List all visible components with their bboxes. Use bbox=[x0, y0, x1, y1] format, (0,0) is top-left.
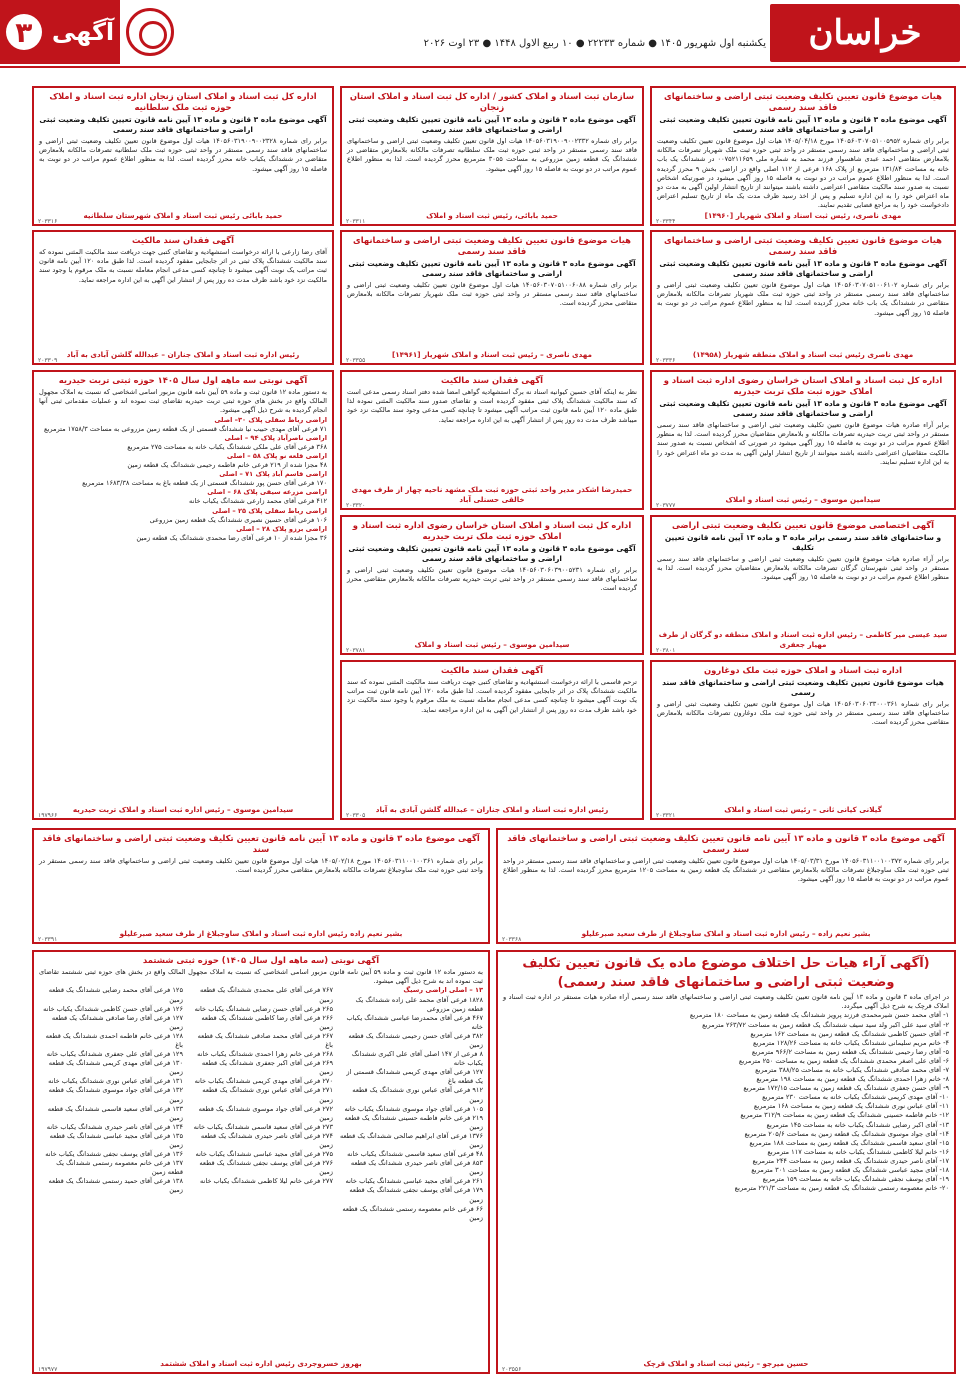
list-item: ۱۳۷۶ فرعی آقای ابراهیم صالحی ششدانگ یک قطعه زمین bbox=[339, 1131, 483, 1149]
ad-body: برابر رای شماره ۱۴۰۵۶۰۳۰۶۰۳۳۰۰۰۳۶۱ هیات اول موضوع قانون تعیین تکلیف وضعیت ثبتی اراضی و ساختمانهای فاقد سند رسمی مستقر در واحد ثبتی حوزه ثبت ملک دوغارون تصرفات مالکانه بلامعارض متقاضی محرز گردیده است. bbox=[657, 700, 949, 727]
ad-block bbox=[340, 370, 644, 510]
list-item: ۲۶۹ فرعی آقای اکبر جعفری ششدانگ یک قطعه زمین bbox=[201, 1059, 333, 1077]
list-item: ۴۱۲ فرعی آقای محمد زارعی ششدانگ یکباب خانه bbox=[189, 497, 327, 506]
ad-body: آقای رضا زارعی با ارائه درخواست استشهادیه و تقاضای کتبی جهت دریافت سند مالکیت المثنی نموده که سند مالکیت ششدانگ پلاک ثبتی در اثر جابجایی مفقود گردیده است. لذا طبق ماده ۱۲۰ آیین نامه قانون ثبت مراتب یک نوبت آگهی میشود تا چنانچه کسی مدعی انجام معامله نسبت به ملک مرقوم یا وجود سند مالکیت نزد خود باشد ظرف مدت ده روز پس از انتشار این آگهی به این اداره مراجعه نماید. bbox=[39, 248, 327, 284]
ad-title: آگهی موضوع ماده ۳ قانون و ماده ۱۳ آیین نامه قانون تعیین تکلیف وضعیت ثبتی اراضی و ساختمانهای فاقد سند bbox=[42, 833, 480, 854]
list-item: ۲۶۷ فرعی آقای محمد صادقی ششدانگ یک قطعه باغ bbox=[197, 1031, 333, 1049]
ad-block bbox=[650, 86, 956, 226]
ad-title: هیات موضوع قانون تعیین تکلیف وضعیت ثبتی اراضی و ساختمانهای فاقد سند رسمی bbox=[664, 235, 942, 256]
ad-code: ۲۰۳۳۳۶ bbox=[656, 357, 676, 364]
list-item: اراضی برزو پلاک ۲۸ – اصلی bbox=[236, 524, 327, 533]
ad-subtitle: آگهی موضوع ماده ۳ قانون و ماده ۱۳ آیین نامه قانون تعیین تکلیف وضعیت ثبتی اراضی و ساختمانهای فاقد سند رسمی bbox=[659, 115, 947, 134]
list-item: ۱۲۷ فرعی آقای مهدی کریمی ششدانگ قسمتی از یک قطعه باغ bbox=[346, 1068, 483, 1086]
list-item: ۲۷۲ فرعی آقای جواد موسوی ششدانگ یک قطعه زمین bbox=[198, 1104, 333, 1122]
ad-code: ۱۹۷۹۷۷ bbox=[38, 1366, 58, 1373]
list-item: ۱۵- آقای سعید قاسمی ششدانگ یک قطعه زمین به مساحت ۱۸۸ مترمربع bbox=[749, 1138, 949, 1147]
list-item: ۱۷۰ فرعی آقای حسن پور ششدانگ قسمتی از یک قطعه باغ به مساحت ۱۶۸۳/۳۸ مترمربع bbox=[82, 479, 327, 488]
emblem-icon bbox=[126, 8, 174, 56]
ad-body: برابر آراء صادره هیات موضوع قانون تعیین تکلیف وضعیت ثبتی اراضی و ساختمانهای فاقد سند رسمی مستقر در واحد ثبتی تربت حیدریه تصرفات مالکانه و بلامعارض متقاضیان محرز گردیده است. لذا به منظور اطلاع عموم مراتب در دو نوبت به فاصله ۱۵ روز آگهی میشود در صورتی که اشخاص نسبت به صدور سند مالکیت متقاضیان اعتراضی داشته باشند میتوانند از تاریخ انتشار اولین آگهی به مدت دو ماه اعتراض خود را به این اداره تسلیم نمایند. bbox=[657, 421, 949, 466]
list-item: ۱۰۶ فرعی آقای حسین نصیری ششدانگ یک قطعه زمین مزروعی bbox=[149, 515, 327, 524]
ad-code: ۲۰۳۸۰۱ bbox=[656, 647, 676, 654]
ad-signature: بشیر نعیم زاده – رئیس اداره ثبت اسناد و املاک ساوجبلاغ از طرف سعید صبرعلیلو bbox=[581, 929, 871, 938]
list-item: ۱۳۲ فرعی آقای جواد موسوی ششدانگ یک قطعه زمین bbox=[48, 1086, 183, 1104]
ad-code: ۱۹۷۹۶۶ bbox=[38, 812, 58, 819]
list-item: ۲۷۳ فرعی آقای سعید قاسمی ششدانگ یکباب خانه bbox=[193, 1122, 333, 1131]
list-item: ۱۸- آقای مجید عباسی ششدانگ یک قطعه زمین به مساحت ۳۰۱ مترمربع bbox=[751, 1166, 949, 1174]
list-item: ۱۹- آقای یوسف نجفی ششدانگ یکباب خانه به مساحت ۱۵۹ مترمربع bbox=[762, 1175, 949, 1184]
list-item: ۱۳۷ فرعی خانم معصومه رستمی ششدانگ یک قطعه زمین bbox=[56, 1159, 183, 1177]
ad-signature: بهروز خسروجردی رئیس اداره ثبت اسناد و املاک ششتمد bbox=[160, 1359, 362, 1368]
newspaper-logo bbox=[770, 4, 960, 62]
ad-code: ۲۰۳۳۲۰ bbox=[346, 502, 366, 509]
ad-body: به دستور ماده ۱۲ قانون ثبت و ماده ۵۹ آیین نامه قانون مزبور اسامی اشخاصی که نسبت به املاک مجهول المالک واقع در بخش های حوزه ثبتی ششتمد تقاضای ثبت نموده اند به شرح ذیل آگهی میشود. bbox=[39, 968, 483, 986]
ad-block bbox=[32, 828, 490, 944]
list-item: ۲۰- خانم معصومه رستمی ششدانگ یک قطعه زمین به مساحت ۲۲۱/۳ مترمربع bbox=[734, 1184, 949, 1193]
list-item: ۱۲- خانم فاطمه حسینی ششدانگ یک قطعه زمین به مساحت ۳۱۲/۹ مترمربع bbox=[740, 1111, 949, 1120]
logo-text: خراسان bbox=[808, 13, 922, 53]
list-item: ۲۶۸ فرعی خانم زهرا احمدی ششدانگ یکباب خانه bbox=[197, 1050, 333, 1059]
ad-title: آگهی فقدان سند مالکیت bbox=[441, 665, 543, 675]
ad-title: هیات موضوع قانون تعیین تکلیف وضعیت ثبتی اراضی و ساختمانهای فاقد سند رسمی bbox=[664, 91, 942, 112]
list-item: ۸- خانم زهرا احمدی ششدانگ یک قطعه زمین به مساحت ۱۹۸ مترمربع bbox=[756, 1075, 949, 1084]
ad-signature: رئیس اداره ثبت اسناد و املاک جناران – عبدالله گلشن آبادی به آباد bbox=[375, 805, 609, 814]
list-item: ۱۳۰ فرعی آقای مهدی کریمی ششدانگ یک قطعه زمین bbox=[48, 1059, 183, 1077]
ad-signature: مهدی ناصری، رئیس ثبت اسناد و املاک شهریار [۱۴۹۶۰] bbox=[704, 211, 902, 220]
list-item: اراضی رباط سفلی پلاک ۳۰– اصلی bbox=[214, 415, 327, 424]
ad-signature: حمیدرضا اشکذر مدیر واحد ثبتی حوزه ثبت ملک مشهد ناحیه چهار از طرف مهدی خالقی حسنلی آباد bbox=[351, 485, 633, 504]
ad-signature: حسین میرجو – رئیس ثبت اسناد و املاک قرچک bbox=[643, 1359, 809, 1368]
ad-title: اداره کل ثبت اسناد و املاک استان زنجان اداره ثبت اسناد و املاک حوزه ثبت ملک سلطانیه bbox=[49, 91, 317, 112]
ad-signature: مهدی ناصری – رئیس ثبت اسناد و املاک شهریار [۱۴۹۶۱] bbox=[391, 350, 592, 359]
list-item: اراضی رباط سفلی پلاک ۲۵ – اصلی bbox=[212, 506, 327, 515]
list-item: ۴۸ مجزا شده از ۲۱۹ فرعی خانم فاطمه رحیمی ششدانگ یک قطعه زمین bbox=[127, 461, 327, 470]
ad-subtitle: هیات موضوع قانون تعیین تکلیف وضعیت ثبتی اراضی و ساختمانهای فاقد سند رسمی bbox=[662, 678, 944, 697]
ad-title: آگهی نوبتی سه ماهه اول سال ۱۴۰۵ حوزه ثبتی تربت حیدریه bbox=[58, 375, 308, 385]
ad-title: سازمان ثبت اسناد و املاک کشور / اداره کل ثبت اسناد و املاک استان زنجان bbox=[349, 91, 635, 112]
ad-code: ۲۰۳۳۶۸ bbox=[502, 936, 522, 943]
list-item: ۱۰- آقای مهدی کریمی ششدانگ یکباب خانه به مساحت ۲۳۰ مترمربع bbox=[762, 1093, 949, 1102]
list-item: ۲۷۴ فرعی آقای ناصر حیدری ششدانگ یک قطعه زمین bbox=[200, 1131, 333, 1149]
verdict-list bbox=[503, 1011, 949, 1193]
ad-title: آگهی فقدان سند مالکیت bbox=[132, 235, 234, 245]
ad-code: ۲۰۳۳۵۵ bbox=[346, 357, 366, 364]
list-item: ۱۶- خانم لیلا کاظمی ششدانگ یکباب خانه به مساحت ۱۱۷ مترمربع bbox=[767, 1147, 949, 1156]
ad-body: برابر رای شماره ۱۴۰۵۶۰۳۱۱۰۰۱۰۰۳۶۱ مورخ ۱۴۰۵/۰۲/۱۸ هیات اول موضوع قانون تعیین تکلیف وضعیت ثبتی اراضی و ساختمانهای فاقد سند رسمی مستقر در واحد ثبتی حوزه ثبت ملک ساوجبلاغ تصرفات مالکانه بلامعارض متقاضی محرز گردیده است. bbox=[39, 857, 484, 875]
list-item: اراضی قاسم آباد پلاک ۷۱ – اصلی bbox=[219, 470, 327, 479]
ad-code: ۲۰۳۳۴۴ bbox=[656, 218, 676, 225]
ad-block bbox=[32, 86, 334, 226]
ad-block bbox=[496, 950, 956, 1374]
ad-body: برابر رای شماره ۱۴۰۵۶۰۳۰۶۰۳۹۰۰۵۲۳۱ هیات موضوع قانون تعیین تکلیف وضعیت ثبتی اراضی و ساختمانهای فاقد سند رسمی مستقر در واحد ثبتی تربت حیدریه تصرفات مالکانه بلامعارض متقاضی محرز گردیده است. bbox=[347, 566, 637, 593]
ad-block bbox=[496, 828, 956, 944]
ad-signature: سید عیسی میر کاظمی – رئیس اداره ثبت اسناد و املاک منطقه دو گرگان از طرف مهیار جعفری bbox=[658, 630, 948, 649]
ad-code: ۲۰۳۳۱۱ bbox=[346, 218, 366, 225]
ad-subtitle: آگهی موضوع ماده ۳ قانون و ماده ۱۳ آیین نامه قانون تعیین تکلیف وضعیت ثبتی اراضی و ساختمانهای فاقد سند رسمی bbox=[348, 259, 636, 278]
page-number: ۳ bbox=[6, 14, 42, 50]
ad-title: (آگهی آراء هیات حل اختلاف موضوع ماده یک قانون تعیین تکلیف bbox=[522, 956, 930, 971]
list-item: اراضی قلعه نو پلاک ۵۸ – اصلی bbox=[226, 451, 327, 460]
registry-column bbox=[339, 986, 483, 1222]
ad-title: آگهی اختصاصی موضوع قانون تعیین تکلیف وضعیت ثبتی اراضی bbox=[672, 520, 934, 530]
list-item: ۱۳۱ فرعی آقای عباس نوری ششدانگ یکباب خانه bbox=[48, 1077, 183, 1086]
list-item: ۳۸۲ فرعی آقای حسن رحیمی ششدانگ یک قطعه زمین bbox=[348, 1031, 483, 1049]
ad-title: آگهی موضوع ماده ۳ قانون و ماده ۱۳ آیین نامه قانون تعیین تکلیف وضعیت ثبتی اراضی و ساختمانهای فاقد سند رسمی bbox=[507, 833, 945, 854]
ad-signature: سیدامین موسوی – رئیس ثبت اسناد و املاک bbox=[725, 495, 881, 504]
ad-subtitle: آگهی موضوع ماده ۳ قانون و ماده ۱۳ آیین نامه قانون تعیین تکلیف وضعیت ثبتی اراضی و ساختمانهای فاقد سند رسمی bbox=[348, 115, 636, 134]
list-item: ۱۳- آقای اکبر رضایی ششدانگ یکباب خانه به مساحت ۱۴۵ مترمربع bbox=[766, 1120, 949, 1129]
ad-body: برابر رای شماره ۱۴۰۵۶۰۳۱۹۰۰۹۰۰۲۳۳۲ هیات اول قانون تعیین تکلیف وضعیت ثبتی اراضی و ساختمانهای فاقد سند رسمی مستقر در واحد ثبتی حوزه ثبت ملک سلطانیه تصرفات مالکانه بلامعارض متقاضی در ششدانگ یک قطعه زمین مزروعی به مساحت ۳۰۵۵ مترمربع محرز گردیده است. لذا به منظور اطلاع عموم مراتب در دو نوبت به فاصله ۱۵ روز آگهی میشود. bbox=[347, 137, 638, 173]
list-item: ۱۷- آقای ناصر حیدری ششدانگ یک قطعه زمین به مساحت ۲۴۴ مترمربع bbox=[752, 1156, 949, 1165]
ad-block bbox=[32, 370, 334, 820]
ad-subtitle: آگهی موضوع ماده ۳ قانون و ماده ۱۳ آیین نامه قانون تعیین تکلیف وضعیت ثبتی اراضی و ساختمانهای فاقد سند رسمی bbox=[39, 115, 327, 134]
ad-block bbox=[340, 660, 644, 820]
ad-code: ۲۰۳۵۵۶ bbox=[502, 1366, 522, 1373]
list-item: ۲۶۶ فرعی آقای رضا کاظمی ششدانگ یک قطعه زمین bbox=[201, 1013, 333, 1031]
ad-title: آگهی نوبتی (سه ماهه اول سال ۱۴۰۵) حوزه ثبتی ششتمد bbox=[142, 955, 380, 965]
list-item: ۵- آقای رضا رحیمی ششدانگ یک قطعه زمین به مساحت ۹۶۶/۲ مترمربع bbox=[751, 1047, 949, 1056]
list-item: ۱۲۵ فرعی آقای محمد رضایی ششدانگ یک قطعه زمین bbox=[48, 986, 183, 1004]
ad-code: ۲۰۳۳۰۵ bbox=[346, 812, 366, 819]
registry-columns bbox=[39, 986, 483, 1222]
list-item: ۱۳۸ فرعی آقای حمید رستمی ششدانگ یک قطعه زمین bbox=[48, 1177, 183, 1195]
ad-title: اداره کل ثبت اسناد و املاک استان خراسان رضوی اداره ثبت اسناد و املاک حوزه ثبت ملک تربت حیدریه bbox=[352, 520, 632, 541]
ad-code: ۲۰۳۳۰۹ bbox=[38, 357, 58, 364]
list-item: ۱- آقای محمد حسن شیرمحمدی فرزند پرویز ششدانگ یک قطعه زمین به مساحت ۱۸۰ مترمربع bbox=[689, 1011, 949, 1020]
list-item: ۱۳۵ فرعی آقای مجید عباسی ششدانگ یک قطعه زمین bbox=[49, 1131, 183, 1149]
ad-title: اداره ثبت اسناد و املاک حوزه ثبت ملک دوغارون bbox=[704, 665, 902, 675]
list-item: ۱۴- آقای جواد موسوی ششدانگ یک قطعه زمین به مساحت ۲۰۵/۶ مترمربع bbox=[744, 1129, 949, 1138]
ad-code: ۲۰۳۳۲۱ bbox=[656, 812, 676, 819]
ad-signature: بشیر نعیم زاده رئیس اداره ثبت اسناد و املاک ساوجبلاغ از طرف سعید صبرعلیلو bbox=[119, 929, 403, 938]
list-item: ۱۲۸ فرعی خانم فاطمه احمدی ششدانگ یک قطعه باغ bbox=[45, 1031, 183, 1049]
list-item: ۱۳۴ فرعی آقای ناصر حیدری ششدانگ یکباب خانه bbox=[46, 1122, 183, 1131]
list-item: ۳- آقای حسین کاظمی ششدانگ یک قطعه زمین به مساحت ۱۶۲ مترمربع bbox=[750, 1029, 949, 1038]
list-item: ۲۶۵ فرعی آقای حسن رضایی ششدانگ یکباب خانه bbox=[194, 1004, 333, 1013]
ad-block bbox=[650, 230, 956, 365]
ad-signature: مهدی ناصری رئیس ثبت اسناد و املاک منطقه شهریار (۱۴۹۵۸) bbox=[692, 350, 914, 359]
ad-subtitle: وضعیت ثبتی اراضی و ساختمانهای فاقد سند رسمی) bbox=[557, 975, 895, 990]
ad-code: ۲۰۳۷۸۱ bbox=[346, 647, 366, 654]
ad-body: در اجرای ماده ۳ قانون و ماده ۱۳ آیین نامه قانون تعیین تکلیف وضعیت ثبتی اراضی و ساختمانهای فاقد سند رسمی آراء صادره هیات مستقر در اداره ثبت اسناد و املاک قرچک به شرح ذیل آگهی میگردد. bbox=[503, 993, 950, 1011]
list-item: ۳۶۸ فرعی آقای علی ملکی ششدانگ یکباب خانه به مساحت ۲۷۵ مترمربع bbox=[127, 442, 327, 451]
ad-code: ۲۰۳۳۹۱ bbox=[38, 936, 58, 943]
ad-title: اداره کل ثبت اسناد و املاک استان خراسان رضوی اداره ثبت اسناد و املاک حوزه ثبت ملک تربت حیدریه bbox=[663, 375, 943, 396]
ad-code: ۲۰۳۳۱۶ bbox=[38, 218, 58, 225]
ad-signature: رئیس اداره ثبت اسناد و املاک جناران – عبدالله گلشن آبادی به آباد bbox=[66, 350, 300, 359]
list-item: ۱۳۳ فرعی آقای سعید قاسمی ششدانگ یک قطعه زمین bbox=[47, 1104, 183, 1122]
section-tab bbox=[0, 0, 120, 64]
ad-signature: حمید بابائی، رئیس ثبت اسناد و املاک bbox=[426, 211, 558, 220]
ad-body: برابر رای شماره ۱۴۰۵۶۰۳۰۷۰۵۱۰۰۶۱۰۲ هیات اول موضوع قانون تعیین تکلیف وضعیت ثبتی اراضی و ساختمانهای فاقد سند رسمی مستقر در واحد ثبتی حوزه ثبت ملک شهریار تصرفات مالکانه بلامعارض متقاضی در ششدانگ یک باب خانه محرز گردیده است. لذا به منظور اطلاع عموم مراتب در دو نوبت به فاصله ۱۵ روز آگهی میشود. bbox=[657, 281, 949, 317]
ad-signature: گیلانی کیانی ثانی – رئیس ثبت اسناد و املاک bbox=[724, 805, 882, 814]
list-item: ۴۶۷ فرعی آقای محمدرضا عباسی ششدانگ یکباب خانه bbox=[346, 1013, 483, 1031]
dateline: یکشنبه اول شهریور ۱۴۰۵ ● شماره ۲۲۲۳۳ ● ۱۰ ربیع الاول ۱۴۴۸ ● ۲۳ اوت ۲۰۲۶ bbox=[423, 38, 766, 49]
list-item: ۴۸ فرعی آقای سعید قاسمی ششدانگ یکباب خانه bbox=[347, 1150, 483, 1159]
ad-body: برابر رای شماره ۱۴۰۵۶۰۳۱۱۰۰۱۰۰۳۷۲ مورخ ۱۴۰۵/۰۳/۳۱ هیات اول موضوع قانون تعیین تکلیف وضعیت ثبتی اراضی و ساختمانهای فاقد سند رسمی مستقر در واحد ثبتی حوزه ثبت ملک ساوجبلاغ تصرفات مالکانه بلامعارض متقاضی در ششدانگ یک قطعه زمین به مساحت ۱۲۰۵ مترمربع محرز گردیده است. لذا به منظور اطلاع عموم مراتب در دو نوبت به فاصله ۱۵ روز آگهی میشود. bbox=[503, 857, 950, 884]
ad-signature: سیدامین موسوی – رئیس ثبت اسناد و املاک bbox=[414, 640, 570, 649]
masthead bbox=[0, 0, 966, 68]
registry-column bbox=[39, 986, 183, 1222]
list-item: ۹- آقای حسن جعفری ششدانگ یک قطعه زمین به مساحت ۱۷۲/۱۵ مترمربع bbox=[743, 1084, 949, 1093]
ad-signature: سیدامین موسوی – رئیس اداره ثبت اسناد و املاک تربت حیدریه bbox=[72, 805, 294, 814]
ad-body: برابر رای شماره ۱۴۰۵۶۰۳۰۷۰۵۱۰۰۶۰۸۸ هیات اول موضوع قانون تعیین تکلیف وضعیت ثبتی اراضی و ساختمانهای فاقد سند رسمی مستقر در واحد ثبتی حوزه ثبت ملک شهریار تصرفات مالکانه بلامعارض متقاضی محرز گردیده است. bbox=[347, 281, 637, 308]
registry-list bbox=[39, 416, 327, 543]
ad-code: ۲۰۳۷۷۷ bbox=[656, 502, 676, 509]
list-item: ۴- خانم مریم سلیمانی ششدانگ یکباب خانه به مساحت ۱۲۸/۲۶ مترمربع bbox=[753, 1038, 949, 1047]
list-item: ۱۳ – اصلی اراضی رسیگ bbox=[403, 986, 483, 995]
list-item: ۱۳۶ فرعی آقای یوسف نجفی ششدانگ یکباب خانه bbox=[45, 1150, 183, 1159]
ad-block bbox=[340, 86, 644, 226]
list-item: ۲۷۱ فرعی آقای عباس نوری ششدانگ یک قطعه زمین bbox=[202, 1086, 333, 1104]
section-label: آگهی bbox=[51, 18, 115, 46]
ad-body: به دستور ماده ۱۲ قانون ثبت و ماده ۵۹ آیین نامه قانون مزبور اسامی اشخاصی که نسبت به املاک مجهول المالک واقع در بخش های حوزه ثبتی تربت حیدریه تقاضای ثبت نموده اند و عملیات مقدماتی ثبتی آنها انجام گردیده به شرح ذیل آگهی میشود. bbox=[39, 388, 328, 415]
list-item: ۷- آقای محمد صادقی ششدانگ یکباب خانه به مساحت ۳۸۸/۲۵ مترمربع bbox=[755, 1065, 949, 1074]
list-item: ۲۷۷ فرعی خانم لیلا کاظمی ششدانگ یکباب خانه bbox=[199, 1177, 333, 1186]
list-item: اراضی مزرعه سیفی پلاک ۶۸ – اصلی bbox=[207, 488, 327, 497]
ad-body: برابر آراء صادره هیات موضوع قانون تعیین تکلیف وضعیت ثبتی اراضی و ساختمانهای فاقد سند رسمی مستقر در واحد ثبتی شهرستان گرگان تصرفات مالکانه بلامعارض متقاضیان محرز گردیده است. لذا به منظور اطلاع عموم مراتب در دو نوبت به فاصله ۱۵ روز آگهی میشود. bbox=[657, 555, 949, 582]
ad-block bbox=[650, 515, 956, 655]
list-item: ۷۶۷ فرعی آقای علی محمدی ششدانگ یک قطعه زمین bbox=[200, 986, 333, 1004]
ad-subtitle: آگهی موضوع ماده ۳ قانون و ماده ۱۳ آیین نامه قانون تعیین تکلیف وضعیت ثبتی اراضی و ساختمانهای فاقد سند رسمی bbox=[348, 544, 636, 563]
ad-block bbox=[650, 370, 956, 510]
list-item: ۶- آقای علی اصغر محمدی ششدانگ یک قطعه زمین به مساحت ۲۵۰ مترمربع bbox=[738, 1056, 949, 1065]
list-item: ۹۱۲ فرعی آقای عباس نوری ششدانگ یک قطعه زمین bbox=[352, 1086, 483, 1104]
list-item: اراضی ناصرآباد پلاک ۹۴ – اصلی bbox=[224, 433, 327, 442]
list-item: ۱۷۹ فرعی آقای یوسف نجفی ششدانگ یک قطعه زمین bbox=[349, 1186, 483, 1204]
list-item: ۸۵۳ فرعی آقای ناصر حیدری ششدانگ یک قطعه زمین bbox=[350, 1159, 483, 1177]
ad-subtitle: آگهی موضوع ماده ۳ قانون و ماده ۱۳ آیین نامه قانون تعیین تکلیف وضعیت ثبتی اراضی و ساختمانهای فاقد سند رسمی bbox=[659, 259, 947, 278]
ad-body: ترحم قاسمی با ارائه درخواست استشهادیه و تقاضای کتبی جهت دریافت سند مالکیت المثنی نموده که سند مالکیت ششدانگ پلاک در اثر جابجایی مفقود گردیده است. لذا طبق ماده ۱۲۰ آیین نامه قانون ثبت مراتب یک نوبت آگهی میشود تا چنانچه کسی مدعی انجام معامله نسبت به ملک مرقوم یا وجود سند مالکیت نزد خود باشد ظرف مدت ده روز پس از انتشار این آگهی به این اداره مراجعه نماید. bbox=[347, 678, 637, 714]
ad-block bbox=[650, 660, 956, 820]
list-item: ۲۶۱ فرعی آقای مجید عباسی ششدانگ یکباب خانه bbox=[345, 1177, 483, 1186]
list-item: ۱۸۲۸ فرعی آقای محمد علی زاده ششدانگ یک قطعه زمین مزروعی bbox=[355, 995, 483, 1013]
list-item: ۱۲۷ فرعی آقای رضا صادقی ششدانگ یک قطعه زمین bbox=[51, 1013, 183, 1031]
list-item: ۱۲۶ فرعی آقای حسن کاظمی ششدانگ یکباب خانه bbox=[43, 1004, 183, 1013]
ad-title: هیات موضوع قانون تعیین تکلیف وضعیت ثبتی اراضی و ساختمانهای فاقد سند رسمی bbox=[353, 235, 631, 256]
list-item: ۷۱ فرعی آقای مهدی حبیب نیا ششدانگ قسمتی از یک قطعه زمین مزروعی به مساحت ۱۷۵۸/۳ مترمربع bbox=[43, 424, 327, 433]
list-item: ۱۰۵ فرعی آقای جواد موسوی ششدانگ یکباب خانه bbox=[344, 1104, 483, 1113]
list-item: ۲۱۹ فرعی خانم فاطمه حسینی ششدانگ یک قطعه زمین bbox=[344, 1113, 483, 1131]
list-item: ۲- آقای سید علی اکبر ولد سید سیف ششدانگ یک قطعه زمین به مساحت ۲۶۳/۷۲ مترمربع bbox=[702, 1020, 949, 1029]
registry-column bbox=[189, 986, 333, 1222]
ad-block bbox=[32, 950, 490, 1374]
ad-subtitle: آگهی موضوع ماده ۳ قانون و ماده ۱۳ آیین نامه قانون تعیین تکلیف وضعیت ثبتی اراضی و ساختمانهای فاقد سند رسمی bbox=[659, 399, 947, 418]
list-item: ۱۱- آقای عباس نوری ششدانگ یک قطعه زمین به مساحت ۱۶۸ مترمربع bbox=[753, 1102, 949, 1111]
ad-subtitle: و ساختمانهای فاقد سند رسمی برابر ماده ۳ و ماده ۱۳ آیین نامه قانون تعیین تکلیف bbox=[664, 533, 942, 552]
list-item: ۲۷۵ فرعی آقای مجید عباسی ششدانگ یکباب خانه bbox=[195, 1150, 333, 1159]
ad-signature: حمید بابائی رئیس ثبت اسناد و املاک شهرستان سلطانیه bbox=[83, 211, 283, 220]
ad-block bbox=[340, 515, 644, 655]
list-item: ۲۷۰ فرعی آقای مهدی کریمی ششدانگ یکباب خانه bbox=[194, 1077, 333, 1086]
list-item: ۸ فرعی از ۱۴۷ اصلی آقای علی اکبری ششدانگ یکباب خانه bbox=[351, 1050, 483, 1068]
ad-body: برابر رای شماره ۱۴۰۵۶۰۳۱۹۰۰۹۰۰۲۳۲۸ هیات اول موضوع قانون تعیین تکلیف وضعیت ثبتی اراضی و ساختمانهای فاقد سند رسمی مستقر در واحد ثبتی حوزه ثبت ملک سلطانیه تصرفات مالکانه بلامعارض متقاضی در ششدانگ یکباب خانه محرز گردیده است. لذا به منظور اطلاع عموم مراتب در دو نوبت به فاصله ۱۵ روز آگهی میشود. bbox=[39, 137, 327, 173]
list-item: ۲۷۶ فرعی آقای یوسف نجفی ششدانگ یک قطعه زمین bbox=[199, 1159, 333, 1177]
ad-title: آگهی فقدان سند مالکیت bbox=[441, 375, 543, 385]
ad-block bbox=[340, 230, 644, 365]
list-item: ۳۶ مجزا شده از ۱۰ فرعی آقای رضا محمدی ششدانگ یک قطعه زمین bbox=[136, 533, 327, 542]
list-item: ۶۶ فرعی خانم معصومه رستمی ششدانگ یک قطعه زمین bbox=[342, 1204, 483, 1222]
ad-body: برابر رای شماره ۱۴۰۵۶۰۳۰۷۰۵۱۰۰۵۹۵۲ مورخ ۱۴۰۵/۰۴/۱۸ هیات اول موضوع قانون تعیین تکلیف وضعیت ثبتی اراضی و ساختمانهای فاقد سند رسمی مستقر در واحد ثبتی حوزه ثبت ملک شهریار تصرفات مالکانه بلامعارض متقاضی احمد عبدی شاهسوار فرزند محمد به شماره ملی ۰۰۷۵۲۱۱۶۵۹ در ششدانگ یک باب خانه به مساحت ۱۳۱/۸۴ مترمربع از پلاک ۱۶۸ فرعی از ۱۱۲ اصلی واقع در اراضی بخش ۹ محرز گردیده است. لذا به منظور اطلاع عموم مراتب در دو نوبت به فاصله ۱۵ روز آگهی میشود در صورتیکه اشخاص نسبت به صدور سند مالکیت متقاضی اعتراضی داشته باشند میتوانند از تاریخ انتشار اولین آگهی به مدت دو ماه اعتراض خود را به این اداره تسلیم و پس از اخذ رسید ظرف مدت یک ماه از تاریخ تسلیم اعتراض دادخواست خود را به مراجع قضایی تقدیم نمایند. bbox=[657, 137, 949, 210]
ad-body: نظر به اینکه آقای حسین کیوانیه اسناد نه برگ استشهادیه گواهی امضا شده دفتر اسناد رسمی مدعی است که سند مالکیت ششدانگ پلاک ثبتی مفقود گردیده است و تقاضای صدور سند مالکیت المثنی نموده لذا طبق ماده ۱۲۰ آیین نامه قانون ثبت مراتب آگهی میشود تا چنانچه کسی مدعی وجود سند مالکیت نزد خود میباشد ظرف مدت ده روز پس از انتشار آگهی به این اداره مراجعه نماید. bbox=[347, 388, 637, 424]
list-item: ۱۲۹ فرعی آقای علی جعفری ششدانگ یکباب خانه bbox=[46, 1050, 183, 1059]
ad-block bbox=[32, 230, 334, 365]
